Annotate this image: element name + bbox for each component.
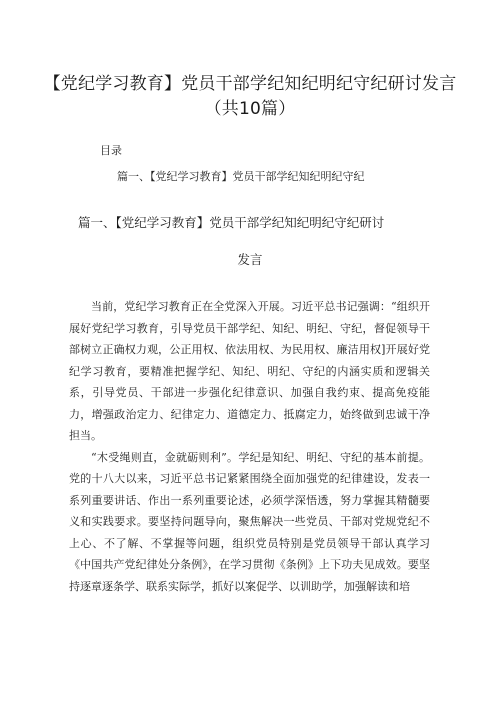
section-title-continuation: 发言 xyxy=(237,252,263,267)
body-paragraph: 当前，党纪学习教育正在全党深入开展。习近平总书记强调：“组织开展好党纪学习教育，引导党员干部学纪、知纪、明纪、守纪，督促领导干部树立正确权力观，公正用权、依法用权、为民用权、廉洁用权]开展好党纪学习教育，要精准把握学纪、知纪、明纪、守纪的内涵实质和逻辑关系，引导党员、干部进一步强化纪律意识、加强自我约束、提高免疫能力，增强政治定力、纪律定力、道德定力、抵腐定力，始终做到忠诚干净担当。 xyxy=(69,300,430,442)
body-paragraph: “木受绳则直，金就砺则利”。学纪是知纪、明纪、守纪的基本前提。党的十八大以来，习近平总书记紧紧围绕全面加强党的纪律建设，发表一系列重要讲话、作出一系列重要论述，必须学深悟透，努力掌握其精髓要义和实践要求。要坚持问题导向，聚焦解决一些党员、干部对党规党纪不上心、不了解、不掌握等问题，组织党员特别是党员领导干部认真学习《中国共产党纪律处分条例》，在学习贯彻《条例》上下功夫见成效。要坚持逐章逐条学、联系实际学，抓好以案促学、以训助学，加强解读和培 xyxy=(69,450,430,593)
toc-item[interactable]: 篇一、【党纪学习教育】党员干部学纪知纪明纪守纪 xyxy=(117,170,365,183)
toc-heading: 目录 xyxy=(100,144,122,157)
body-text xyxy=(69,296,430,597)
section-title: 篇一、【党纪学习教育】党员干部学纪知纪明纪守纪研讨 xyxy=(78,215,385,230)
document-title: 【党纪学习教育】党员干部学纪知纪明纪守纪研讨发言（共10篇） xyxy=(43,74,457,119)
